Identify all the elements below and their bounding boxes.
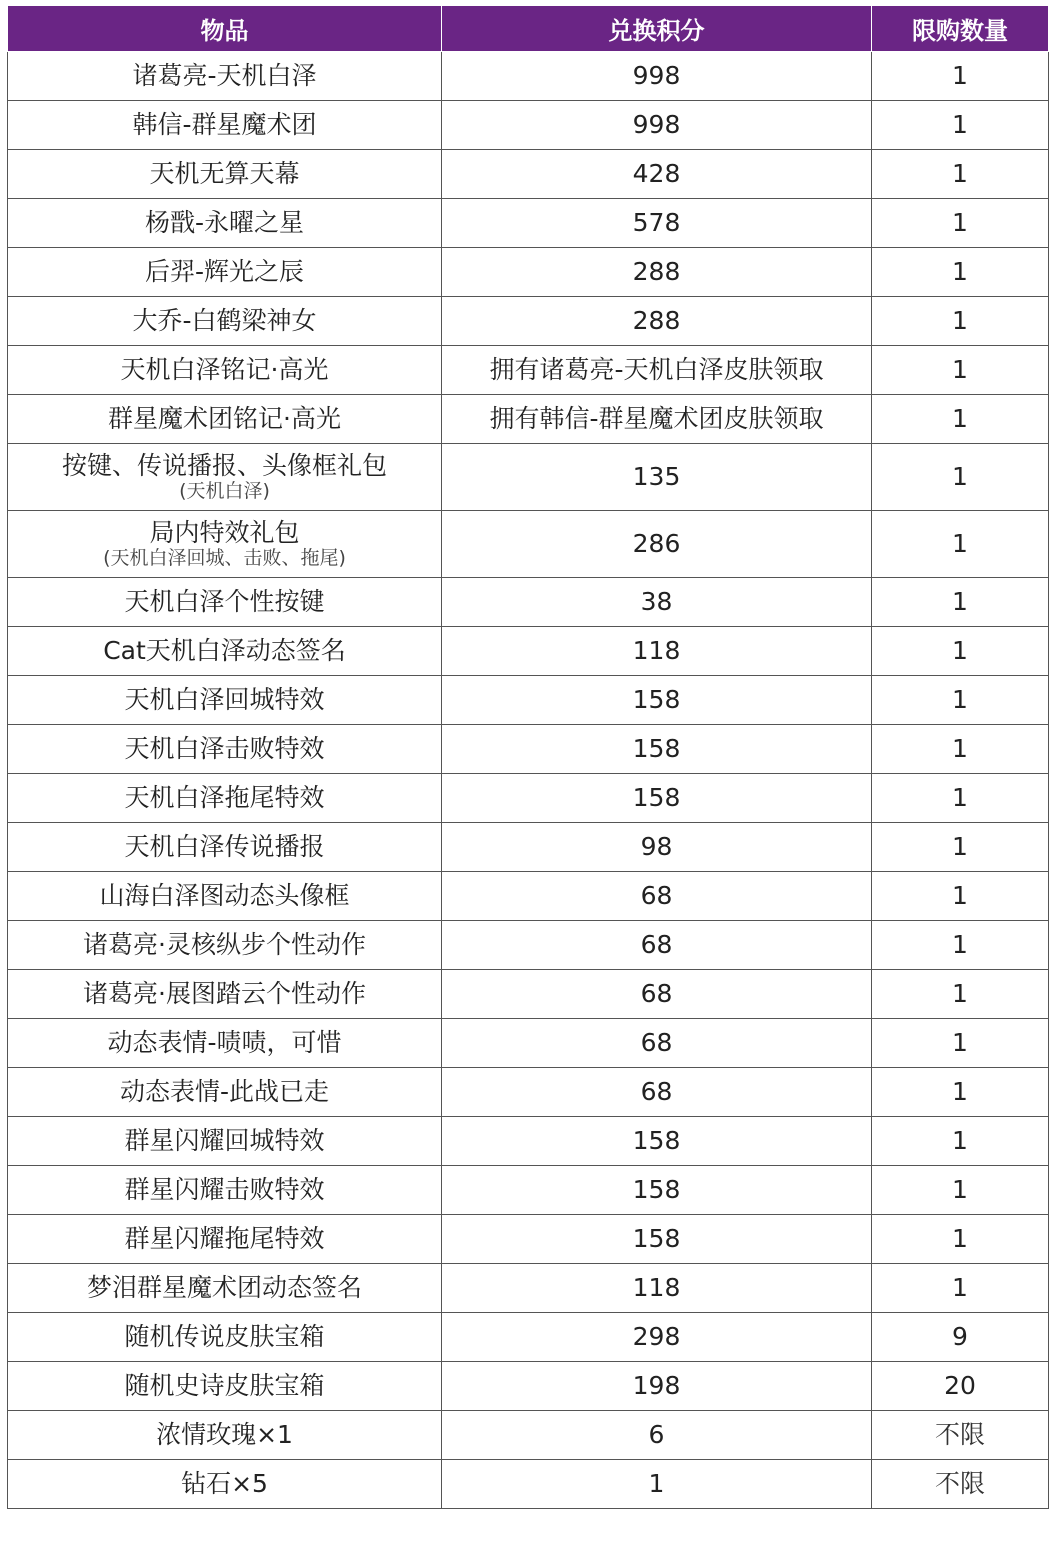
limit-cell: 1 bbox=[872, 511, 1049, 578]
table-row bbox=[8, 725, 1049, 774]
header-row bbox=[8, 6, 1049, 52]
item-name: 随机传说皮肤宝箱 bbox=[124, 1322, 325, 1352]
table-row bbox=[8, 823, 1049, 872]
item-name-cell bbox=[8, 725, 442, 774]
limit-cell: 1 bbox=[872, 1019, 1049, 1068]
limit-cell: 20 bbox=[872, 1362, 1049, 1411]
item-name: 群星闪耀回城特效 bbox=[124, 1126, 325, 1156]
item-name-cell bbox=[8, 578, 442, 627]
table-row bbox=[8, 150, 1049, 199]
item-name-cell bbox=[8, 676, 442, 725]
points-cell: 68 bbox=[442, 1068, 872, 1117]
item-note: (天机白泽) bbox=[179, 479, 270, 502]
item-name: 诸葛亮·展图踏云个性动作 bbox=[83, 979, 366, 1009]
table-row bbox=[8, 676, 1049, 725]
item-name-cell bbox=[8, 199, 442, 248]
points-cell: 428 bbox=[442, 150, 872, 199]
item-name-cell bbox=[8, 150, 442, 199]
points-cell: 68 bbox=[442, 970, 872, 1019]
points-cell: 198 bbox=[442, 1362, 872, 1411]
points-cell: 158 bbox=[442, 774, 872, 823]
header-points: 兑换积分 bbox=[442, 6, 872, 52]
table-row bbox=[8, 395, 1049, 444]
points-cell: 578 bbox=[442, 199, 872, 248]
table-row bbox=[8, 101, 1049, 150]
limit-cell: 1 bbox=[872, 1068, 1049, 1117]
points-cell: 158 bbox=[442, 1166, 872, 1215]
table-header bbox=[8, 6, 1049, 52]
points-cell: 158 bbox=[442, 1215, 872, 1264]
item-name-cell bbox=[8, 346, 442, 395]
points-cell: 68 bbox=[442, 1019, 872, 1068]
table-row bbox=[8, 248, 1049, 297]
item-name-cell bbox=[8, 823, 442, 872]
item-name: 天机白泽铭记·高光 bbox=[120, 355, 329, 385]
item-name-cell bbox=[8, 1166, 442, 1215]
item-name-cell bbox=[8, 1264, 442, 1313]
points-cell: 拥有韩信-群星魔术团皮肤领取 bbox=[442, 395, 872, 444]
table-row bbox=[8, 1264, 1049, 1313]
points-cell: 286 bbox=[442, 511, 872, 578]
item-name: 局内特效礼包 bbox=[149, 518, 300, 548]
item-name: 天机白泽传说播报 bbox=[124, 832, 325, 862]
limit-cell: 1 bbox=[872, 1166, 1049, 1215]
table-row bbox=[8, 1019, 1049, 1068]
item-name: 韩信-群星魔术团 bbox=[132, 110, 317, 140]
points-cell: 998 bbox=[442, 101, 872, 150]
table-row bbox=[8, 970, 1049, 1019]
points-cell: 1 bbox=[442, 1460, 872, 1509]
item-name: 天机无算天幕 bbox=[149, 159, 300, 189]
item-name-cell bbox=[8, 1068, 442, 1117]
item-name: 随机史诗皮肤宝箱 bbox=[124, 1371, 325, 1401]
limit-cell: 1 bbox=[872, 346, 1049, 395]
table-row bbox=[8, 774, 1049, 823]
table-row bbox=[8, 199, 1049, 248]
item-name-cell bbox=[8, 872, 442, 921]
points-cell: 38 bbox=[442, 578, 872, 627]
item-name-cell bbox=[8, 297, 442, 346]
item-name-cell bbox=[8, 444, 442, 511]
item-name: 动态表情-啧啧，可惜 bbox=[107, 1028, 342, 1058]
table-row bbox=[8, 627, 1049, 676]
item-name-cell bbox=[8, 52, 442, 101]
item-name: 动态表情-此战已走 bbox=[119, 1077, 330, 1107]
points-cell: 118 bbox=[442, 1264, 872, 1313]
limit-cell: 1 bbox=[872, 101, 1049, 150]
limit-cell: 1 bbox=[872, 150, 1049, 199]
limit-cell: 1 bbox=[872, 1117, 1049, 1166]
limit-cell: 1 bbox=[872, 1264, 1049, 1313]
limit-cell: 1 bbox=[872, 627, 1049, 676]
limit-cell: 不限 bbox=[872, 1411, 1049, 1460]
table-row bbox=[8, 1068, 1049, 1117]
table-row bbox=[8, 346, 1049, 395]
points-cell: 98 bbox=[442, 823, 872, 872]
points-cell: 6 bbox=[442, 1411, 872, 1460]
item-name-cell bbox=[8, 395, 442, 444]
header-item: 物品 bbox=[8, 6, 442, 52]
table-row bbox=[8, 1362, 1049, 1411]
item-name: 群星闪耀击败特效 bbox=[124, 1175, 325, 1205]
item-name: 梦泪群星魔术团动态签名 bbox=[86, 1273, 362, 1303]
limit-cell: 1 bbox=[872, 1215, 1049, 1264]
points-cell: 298 bbox=[442, 1313, 872, 1362]
item-name: 天机白泽拖尾特效 bbox=[124, 783, 325, 813]
item-name-cell bbox=[8, 1362, 442, 1411]
item-name: 诸葛亮-天机白泽 bbox=[132, 61, 317, 91]
item-name-cell bbox=[8, 1019, 442, 1068]
limit-cell: 9 bbox=[872, 1313, 1049, 1362]
limit-cell: 1 bbox=[872, 297, 1049, 346]
points-cell: 288 bbox=[442, 248, 872, 297]
limit-cell: 1 bbox=[872, 248, 1049, 297]
table-row bbox=[8, 52, 1049, 101]
item-name-cell bbox=[8, 511, 442, 578]
item-name: 山海白泽图动态头像框 bbox=[99, 881, 350, 911]
item-note: (天机白泽回城、击败、拖尾) bbox=[103, 546, 346, 569]
points-cell: 118 bbox=[442, 627, 872, 676]
points-cell: 998 bbox=[442, 52, 872, 101]
exchange-table bbox=[7, 5, 1049, 1509]
table-row bbox=[8, 511, 1049, 578]
limit-cell: 1 bbox=[872, 872, 1049, 921]
table-row bbox=[8, 1215, 1049, 1264]
points-cell: 158 bbox=[442, 725, 872, 774]
table-row bbox=[8, 1411, 1049, 1460]
limit-cell: 1 bbox=[872, 199, 1049, 248]
limit-cell: 1 bbox=[872, 676, 1049, 725]
item-name: Cat天机白泽动态签名 bbox=[103, 636, 346, 666]
points-cell: 158 bbox=[442, 676, 872, 725]
item-name-cell bbox=[8, 1313, 442, 1362]
table-row bbox=[8, 1460, 1049, 1509]
limit-cell: 1 bbox=[872, 444, 1049, 511]
points-cell: 135 bbox=[442, 444, 872, 511]
item-name: 后羿-辉光之辰 bbox=[144, 257, 305, 287]
item-name: 诸葛亮·灵核纵步个性动作 bbox=[83, 930, 366, 960]
points-cell: 158 bbox=[442, 1117, 872, 1166]
table-row bbox=[8, 1166, 1049, 1215]
table-row bbox=[8, 1313, 1049, 1362]
points-cell: 68 bbox=[442, 872, 872, 921]
points-cell: 68 bbox=[442, 921, 872, 970]
limit-cell: 1 bbox=[872, 823, 1049, 872]
header-limit: 限购数量 bbox=[872, 6, 1049, 52]
limit-cell: 1 bbox=[872, 578, 1049, 627]
table-row bbox=[8, 1117, 1049, 1166]
item-name-cell bbox=[8, 1460, 442, 1509]
table-row bbox=[8, 872, 1049, 921]
points-cell: 拥有诸葛亮-天机白泽皮肤领取 bbox=[442, 346, 872, 395]
table-row bbox=[8, 297, 1049, 346]
item-name: 大乔-白鹤梁神女 bbox=[132, 306, 317, 336]
limit-cell: 1 bbox=[872, 921, 1049, 970]
item-name: 钻石×5 bbox=[181, 1469, 268, 1499]
table-row bbox=[8, 921, 1049, 970]
item-name-cell bbox=[8, 970, 442, 1019]
item-name-cell bbox=[8, 1411, 442, 1460]
item-name: 天机白泽回城特效 bbox=[124, 685, 325, 715]
item-name-cell bbox=[8, 101, 442, 150]
item-name: 群星闪耀拖尾特效 bbox=[124, 1224, 325, 1254]
item-name-cell bbox=[8, 774, 442, 823]
limit-cell: 1 bbox=[872, 395, 1049, 444]
item-name: 天机白泽个性按键 bbox=[124, 587, 325, 617]
points-cell: 288 bbox=[442, 297, 872, 346]
limit-cell: 1 bbox=[872, 970, 1049, 1019]
item-name-cell bbox=[8, 627, 442, 676]
table-row bbox=[8, 444, 1049, 511]
limit-cell: 1 bbox=[872, 725, 1049, 774]
item-name-cell bbox=[8, 248, 442, 297]
table-body bbox=[8, 52, 1049, 1509]
item-name: 群星魔术团铭记·高光 bbox=[108, 404, 341, 434]
item-name-cell bbox=[8, 1215, 442, 1264]
item-name-cell bbox=[8, 921, 442, 970]
limit-cell: 不限 bbox=[872, 1460, 1049, 1509]
limit-cell: 1 bbox=[872, 774, 1049, 823]
item-name: 按键、传说播报、头像框礼包 bbox=[61, 451, 387, 481]
item-name: 天机白泽击败特效 bbox=[124, 734, 325, 764]
item-name-cell bbox=[8, 1117, 442, 1166]
limit-cell: 1 bbox=[872, 52, 1049, 101]
table-row bbox=[8, 578, 1049, 627]
item-name: 浓情玫瑰×1 bbox=[156, 1420, 293, 1450]
item-name: 杨戬-永曜之星 bbox=[144, 208, 305, 238]
